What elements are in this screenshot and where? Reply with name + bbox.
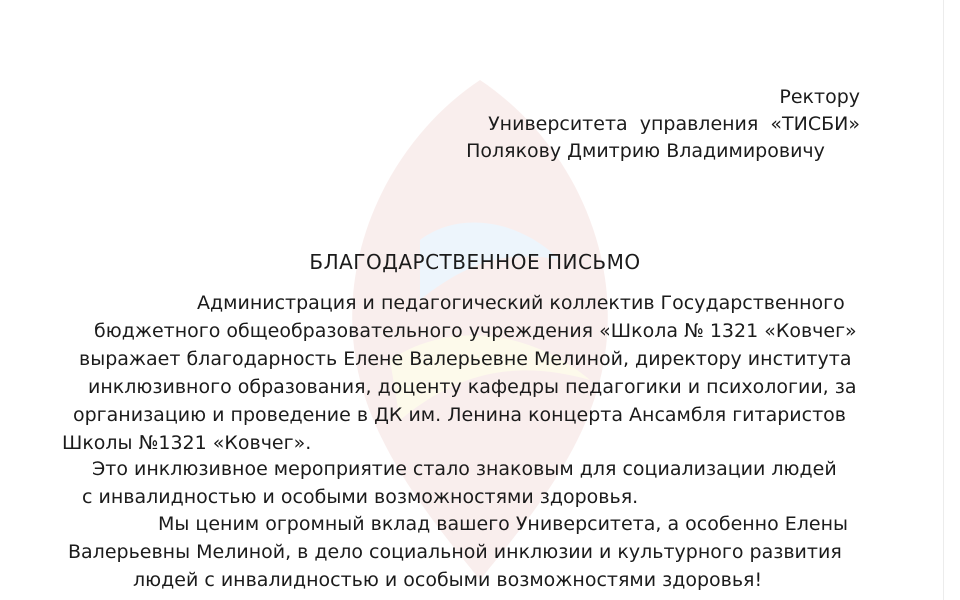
paragraph-3-line-1: Мы ценим огромный вклад вашего Университета, а особенно Елены [158,513,849,535]
paragraph-1-line-5: организацию и проведение в ДК им. Ленина концерта Ансамбля гитаристов [73,404,846,426]
paragraph-1-line-2: бюджетного общеобразовательного учреждения «Школа № 1321 «Ковчег» [94,320,857,342]
paragraph-3-line-3: людей с инвалидностью и особыми возможностями здоровья! [133,569,763,591]
addressee-name: Полякову Дмитрию Владимировичу [466,140,825,162]
paragraph-3-line-2: Валерьевны Мелиной, в дело социальной инклюзии и культурного развития [68,541,842,563]
document-title: БЛАГОДАРСТВЕННОЕ ПИСЬМО [309,250,641,274]
paragraph-2-line-1: Это инклюзивное мероприятие стало знаковым для социализации людей [92,458,837,480]
paragraph-1-line-6: Школы №1321 «Ковчег». [62,432,312,454]
paragraph-1-line-1: Администрация и педагогический коллектив Государственного [197,292,845,314]
paragraph-1-line-3: выражает благодарность Елене Валерьевне Мелиной, директору института [79,348,852,370]
paragraph-2-line-2: с инвалидностью и особыми возможностями здоровья. [82,486,639,508]
paragraph-1-line-4: инклюзивного образования, доценту кафедры педагогики и психологии, за [88,376,857,398]
addressee-block [466,84,860,165]
addressee-organization: Университета управления «ТИСБИ» [488,113,860,135]
addressee-position: Ректору [779,86,860,108]
